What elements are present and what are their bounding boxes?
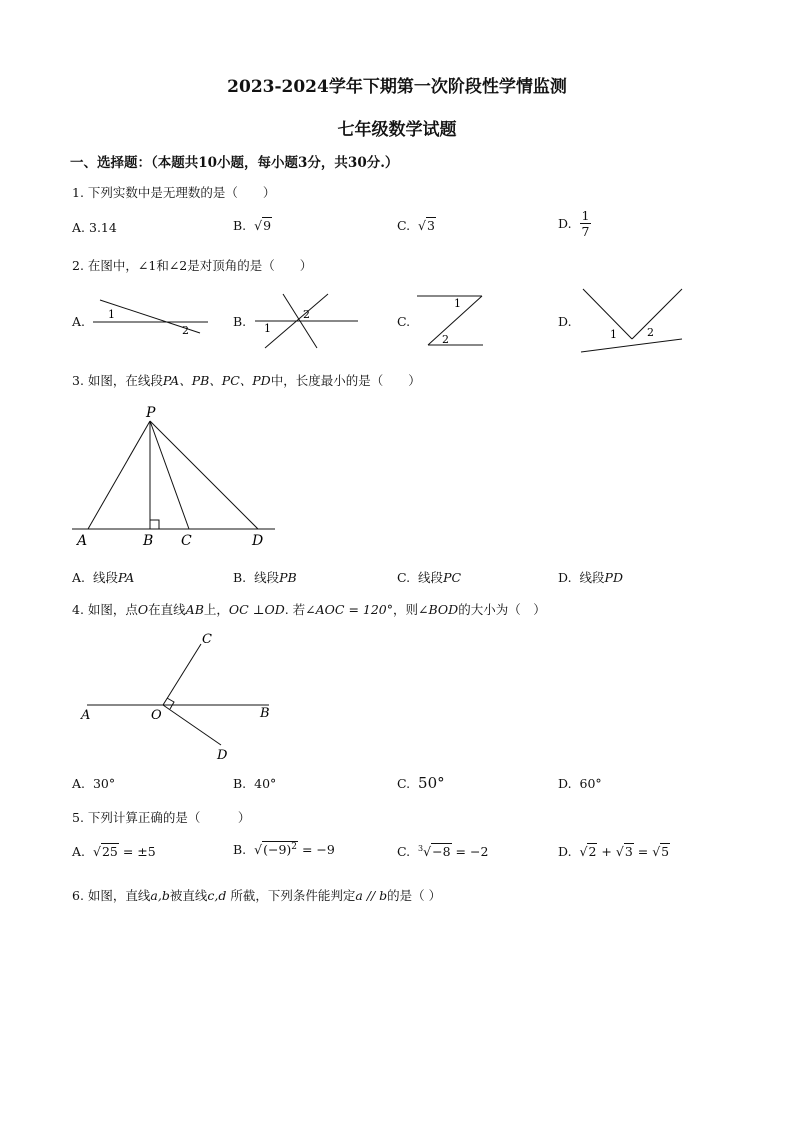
q3-option-c: C. 线段PC (397, 570, 462, 585)
point-d-label: D (217, 748, 228, 763)
q2-figure-b (250, 292, 365, 352)
angle-2-label: 2 (182, 324, 189, 337)
q5-option-b: B. $√(-9)^2 = -9$ (233, 842, 335, 858)
q1-option-c: C. √3 (397, 218, 435, 233)
question-2-stem: 2. 在图中，∠1和∠2是对顶角的是（ ） (72, 258, 313, 273)
q4-option-d: D. 60° (558, 776, 602, 791)
angle-2-label: 2 (303, 308, 310, 321)
q5-option-a: A. √25 = ±5 (72, 844, 156, 859)
exam-subtitle: 七年级数学试题 (337, 120, 457, 140)
q3-option-b: B. 线段PB (233, 570, 297, 585)
q4-option-c: C. 50° (397, 774, 445, 792)
q1-option-d: D. $\frac{1}{7}$ (558, 208, 590, 239)
question-1-stem: 1. 下列实数中是无理数的是（ ） (72, 185, 276, 200)
right-angle-mark (150, 520, 159, 529)
angle-1-label: 1 (264, 322, 271, 335)
q3-figure-triangle (70, 400, 280, 550)
point-b-label: B (260, 706, 270, 721)
question-3-stem: 3. 如图，在线段PA、PB、PC、PD中，长度最小的是（ ） (72, 373, 421, 388)
q2-option-d-label: D. (558, 314, 572, 329)
point-b-label: B (143, 533, 154, 549)
point-d-label: D (252, 533, 264, 549)
q4-figure-line (75, 628, 280, 768)
fraction-one-seventh: $\frac{1}{7}$ (581, 208, 590, 239)
angle-1-label: 1 (610, 328, 617, 341)
right-angle-mark (167, 698, 174, 709)
angle-1-label: 1 (454, 297, 461, 310)
q2-figure-a (90, 295, 215, 335)
q4-option-a: A. 30° (72, 776, 116, 791)
q2-figure-c (415, 292, 490, 350)
point-c-label: C (202, 632, 212, 647)
point-a-label: A (81, 708, 91, 723)
section-heading: 一、选择题：（本题共10小题，每小题3分，共30分.） (70, 155, 399, 171)
q5-option-c: C. $^3$√−8 = −2 (397, 844, 489, 860)
point-a-label: A (77, 533, 88, 549)
q5-option-d: D. √2 + √3 = √5 (558, 844, 670, 859)
question-4-stem: 4. 如图，点O在直线AB上，OC ⊥OD. 若∠AOC = 120°，则∠BOD的大小为（ ） (72, 602, 546, 617)
angle-2-label: 2 (442, 333, 449, 346)
q2-figure-d (580, 286, 685, 356)
question-5-stem: 5. 下列计算正确的是（ ） (72, 810, 251, 825)
question-6-stem: 6. 如图，直线a,b被直线c,d 所截，下列条件能判定a // b的是（ ） (72, 888, 442, 903)
point-o-label: O (151, 708, 162, 723)
exam-title: 2023-2024学年下期第一次阶段性学情监测 (227, 77, 567, 97)
q4-option-b: B. 40° (233, 776, 277, 791)
q2-option-b-label: B. (233, 314, 247, 329)
angle-1-label: 1 (108, 308, 115, 321)
point-c-label: C (181, 533, 192, 549)
point-p-label: P (146, 405, 156, 421)
q1-option-b: B. √9 (233, 218, 272, 233)
q1-option-a: A. 3.14 (72, 220, 117, 235)
q2-option-a-label: A. (72, 314, 86, 329)
q3-option-a: A. 线段PA (72, 570, 135, 585)
q2-option-c-label: C. (397, 314, 411, 329)
angle-2-label: 2 (647, 326, 654, 339)
q3-option-d: D. 线段PD (558, 570, 623, 585)
